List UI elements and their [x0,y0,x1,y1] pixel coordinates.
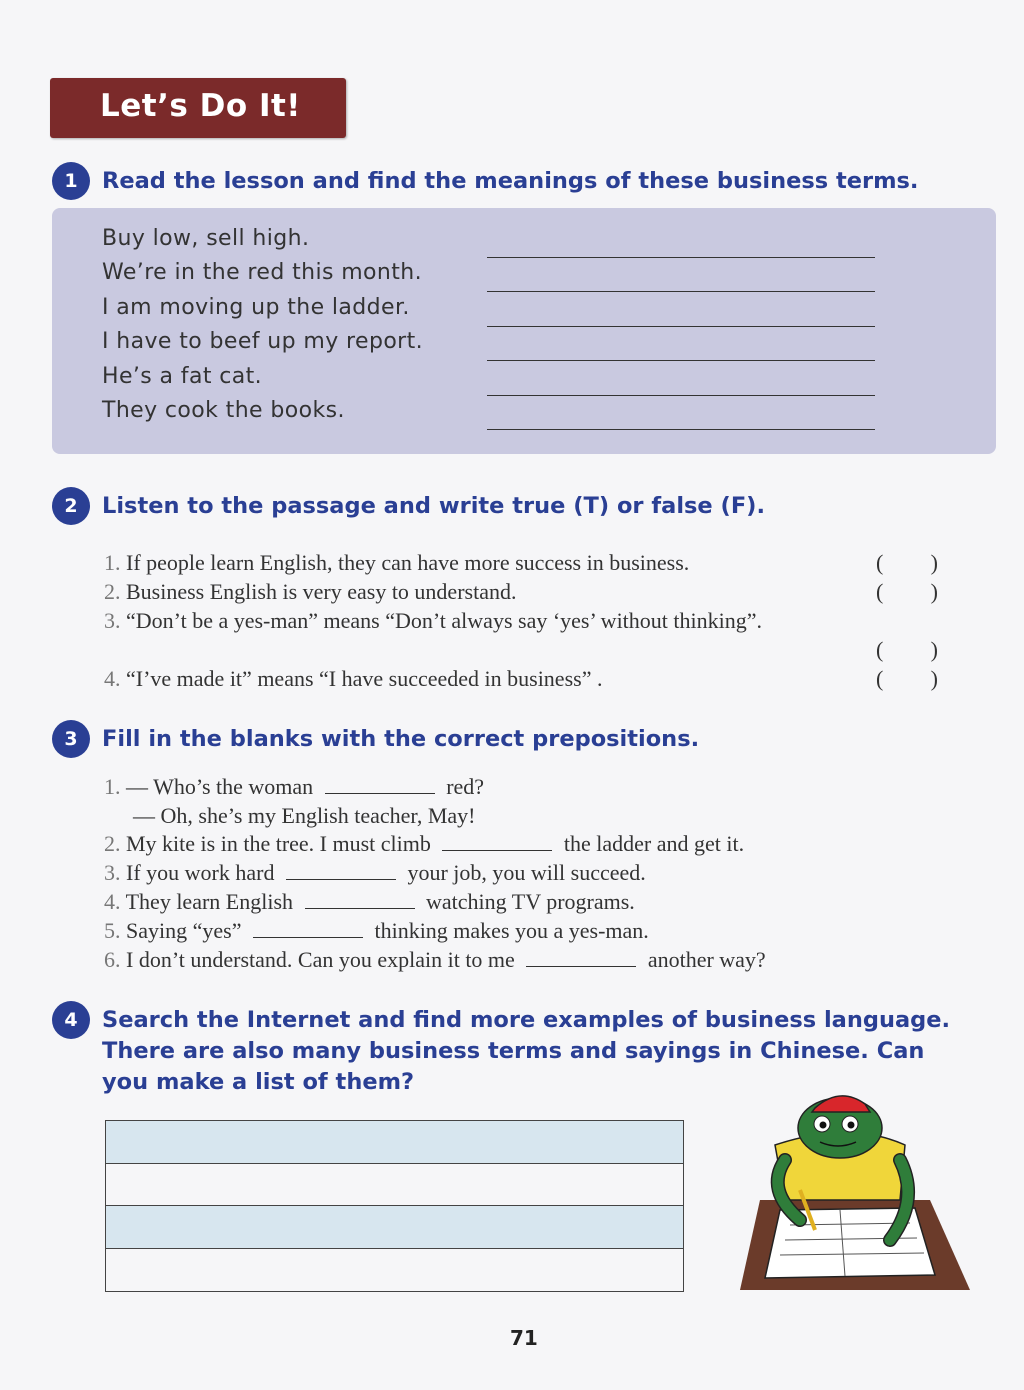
tf-item [104,579,944,609]
term-text: Buy low, sell high. [102,226,310,251]
fill-item [104,831,744,857]
fill-blank[interactable] [442,834,552,851]
term-row [102,364,882,398]
item-number: 6. [104,947,121,972]
section-2-heading [52,491,765,525]
item-text-after: the ladder and get it. [563,831,745,856]
section-4-number: 4 [52,1001,90,1039]
term-row [102,295,882,329]
section-2-number: 2 [52,487,90,525]
item-number: 1. [104,774,121,799]
section-4-title-line: you make a list of them? [102,1069,415,1095]
item-text-after: watching TV programs. [426,889,635,914]
section-2-title: Listen to the passage and write true (T) or false (F). [102,493,766,519]
answer-table-row[interactable] [106,1206,683,1249]
item-text: “Don’t be a yes-man” means “Don’t always say ‘yes’ without thinking”. [126,608,763,633]
section-4-heading [52,1005,950,1098]
item-text-before: I don’t understand. Can you explain it to me [126,947,515,972]
answer-line[interactable] [487,326,875,327]
item-text-after: red? [446,774,485,799]
tf-answer-parens[interactable]: ( ) [876,579,938,604]
item-number: 3. [104,608,121,633]
section-3-title: Fill in the blanks with the correct prepositions. [102,726,700,752]
answer-line[interactable] [487,429,875,430]
fill-item-reply [133,803,476,829]
section-4-title-line: There are also many business terms and sayings in Chinese. Can [102,1038,925,1064]
term-text: I have to beef up my report. [102,329,424,354]
item-text-after: another way? [647,947,766,972]
section-3-heading [52,724,699,758]
fill-item [104,774,484,800]
item-number: 1. [104,550,121,575]
item-text-after: thinking makes you a yes-man. [374,918,649,943]
fill-item [104,889,635,915]
fill-blank[interactable] [526,950,636,967]
item-text: “I’ve made it” means “I have succeeded in business” . [126,666,603,691]
item-number: 5. [104,918,121,943]
answer-table-row[interactable] [106,1249,683,1292]
term-text: I am moving up the ladder. [102,295,410,320]
section-1-heading [52,166,918,200]
fill-item [104,947,766,973]
fill-blank[interactable] [253,921,363,938]
answer-line[interactable] [487,395,875,396]
answer-line[interactable] [487,291,875,292]
banner-title: Let’s Do It! [100,88,301,124]
answer-table-row[interactable] [106,1164,683,1207]
tf-answer-parens[interactable]: ( ) [876,637,938,662]
item-text-before: If you work hard [126,860,275,885]
fill-item [104,918,649,944]
business-terms-box [52,208,996,454]
item-number: 4. [104,666,121,691]
answer-line[interactable] [487,360,875,361]
fill-blank[interactable] [305,892,415,909]
item-text: If people learn English, they can have more success in business. [126,550,690,575]
section-4-title-line: Search the Internet and find more examples of business language. [102,1007,951,1033]
section-3-number: 3 [52,720,90,758]
item-text: — Oh, she’s my English teacher, May! [133,803,476,828]
section-1-title: Read the lesson and find the meanings of these business terms. [102,168,919,194]
item-text-before: Saying “yes” [126,918,242,943]
tf-item-3-answer [104,637,944,667]
item-number: 3. [104,860,121,885]
tf-item [104,666,944,696]
term-text: He’s a fat cat. [102,364,263,389]
tf-answer-parens[interactable]: ( ) [876,550,938,575]
tf-item [104,550,944,580]
item-number: 2. [104,831,121,856]
page-number: 71 [510,1326,538,1350]
term-text: We’re in the red this month. [102,260,423,285]
answer-table-row[interactable] [106,1121,683,1164]
term-row [102,260,882,294]
item-text: Business English is very easy to understand. [126,579,517,604]
item-number: 4. [104,889,121,914]
fill-blank[interactable] [325,777,435,794]
answer-line[interactable] [487,257,875,258]
fill-blank[interactable] [286,863,396,880]
frog-writing-illustration [740,1090,972,1295]
red-cap [812,1096,870,1112]
answer-table [105,1120,684,1292]
term-row [102,226,882,260]
lets-do-it-banner [50,78,346,138]
item-text-before: My kite is in the tree. I must climb [126,831,431,856]
item-text-after: your job, you will succeed. [407,860,646,885]
tf-answer-parens[interactable]: ( ) [876,666,938,691]
tf-item [104,608,964,638]
item-text-before: — Who’s the woman [126,774,314,799]
item-text-before: They learn English [125,889,294,914]
section-1-number: 1 [52,162,90,200]
fill-item [104,860,646,886]
term-row [102,329,882,363]
term-text: They cook the books. [102,398,345,423]
term-row [102,398,882,432]
item-number: 2. [104,579,121,604]
